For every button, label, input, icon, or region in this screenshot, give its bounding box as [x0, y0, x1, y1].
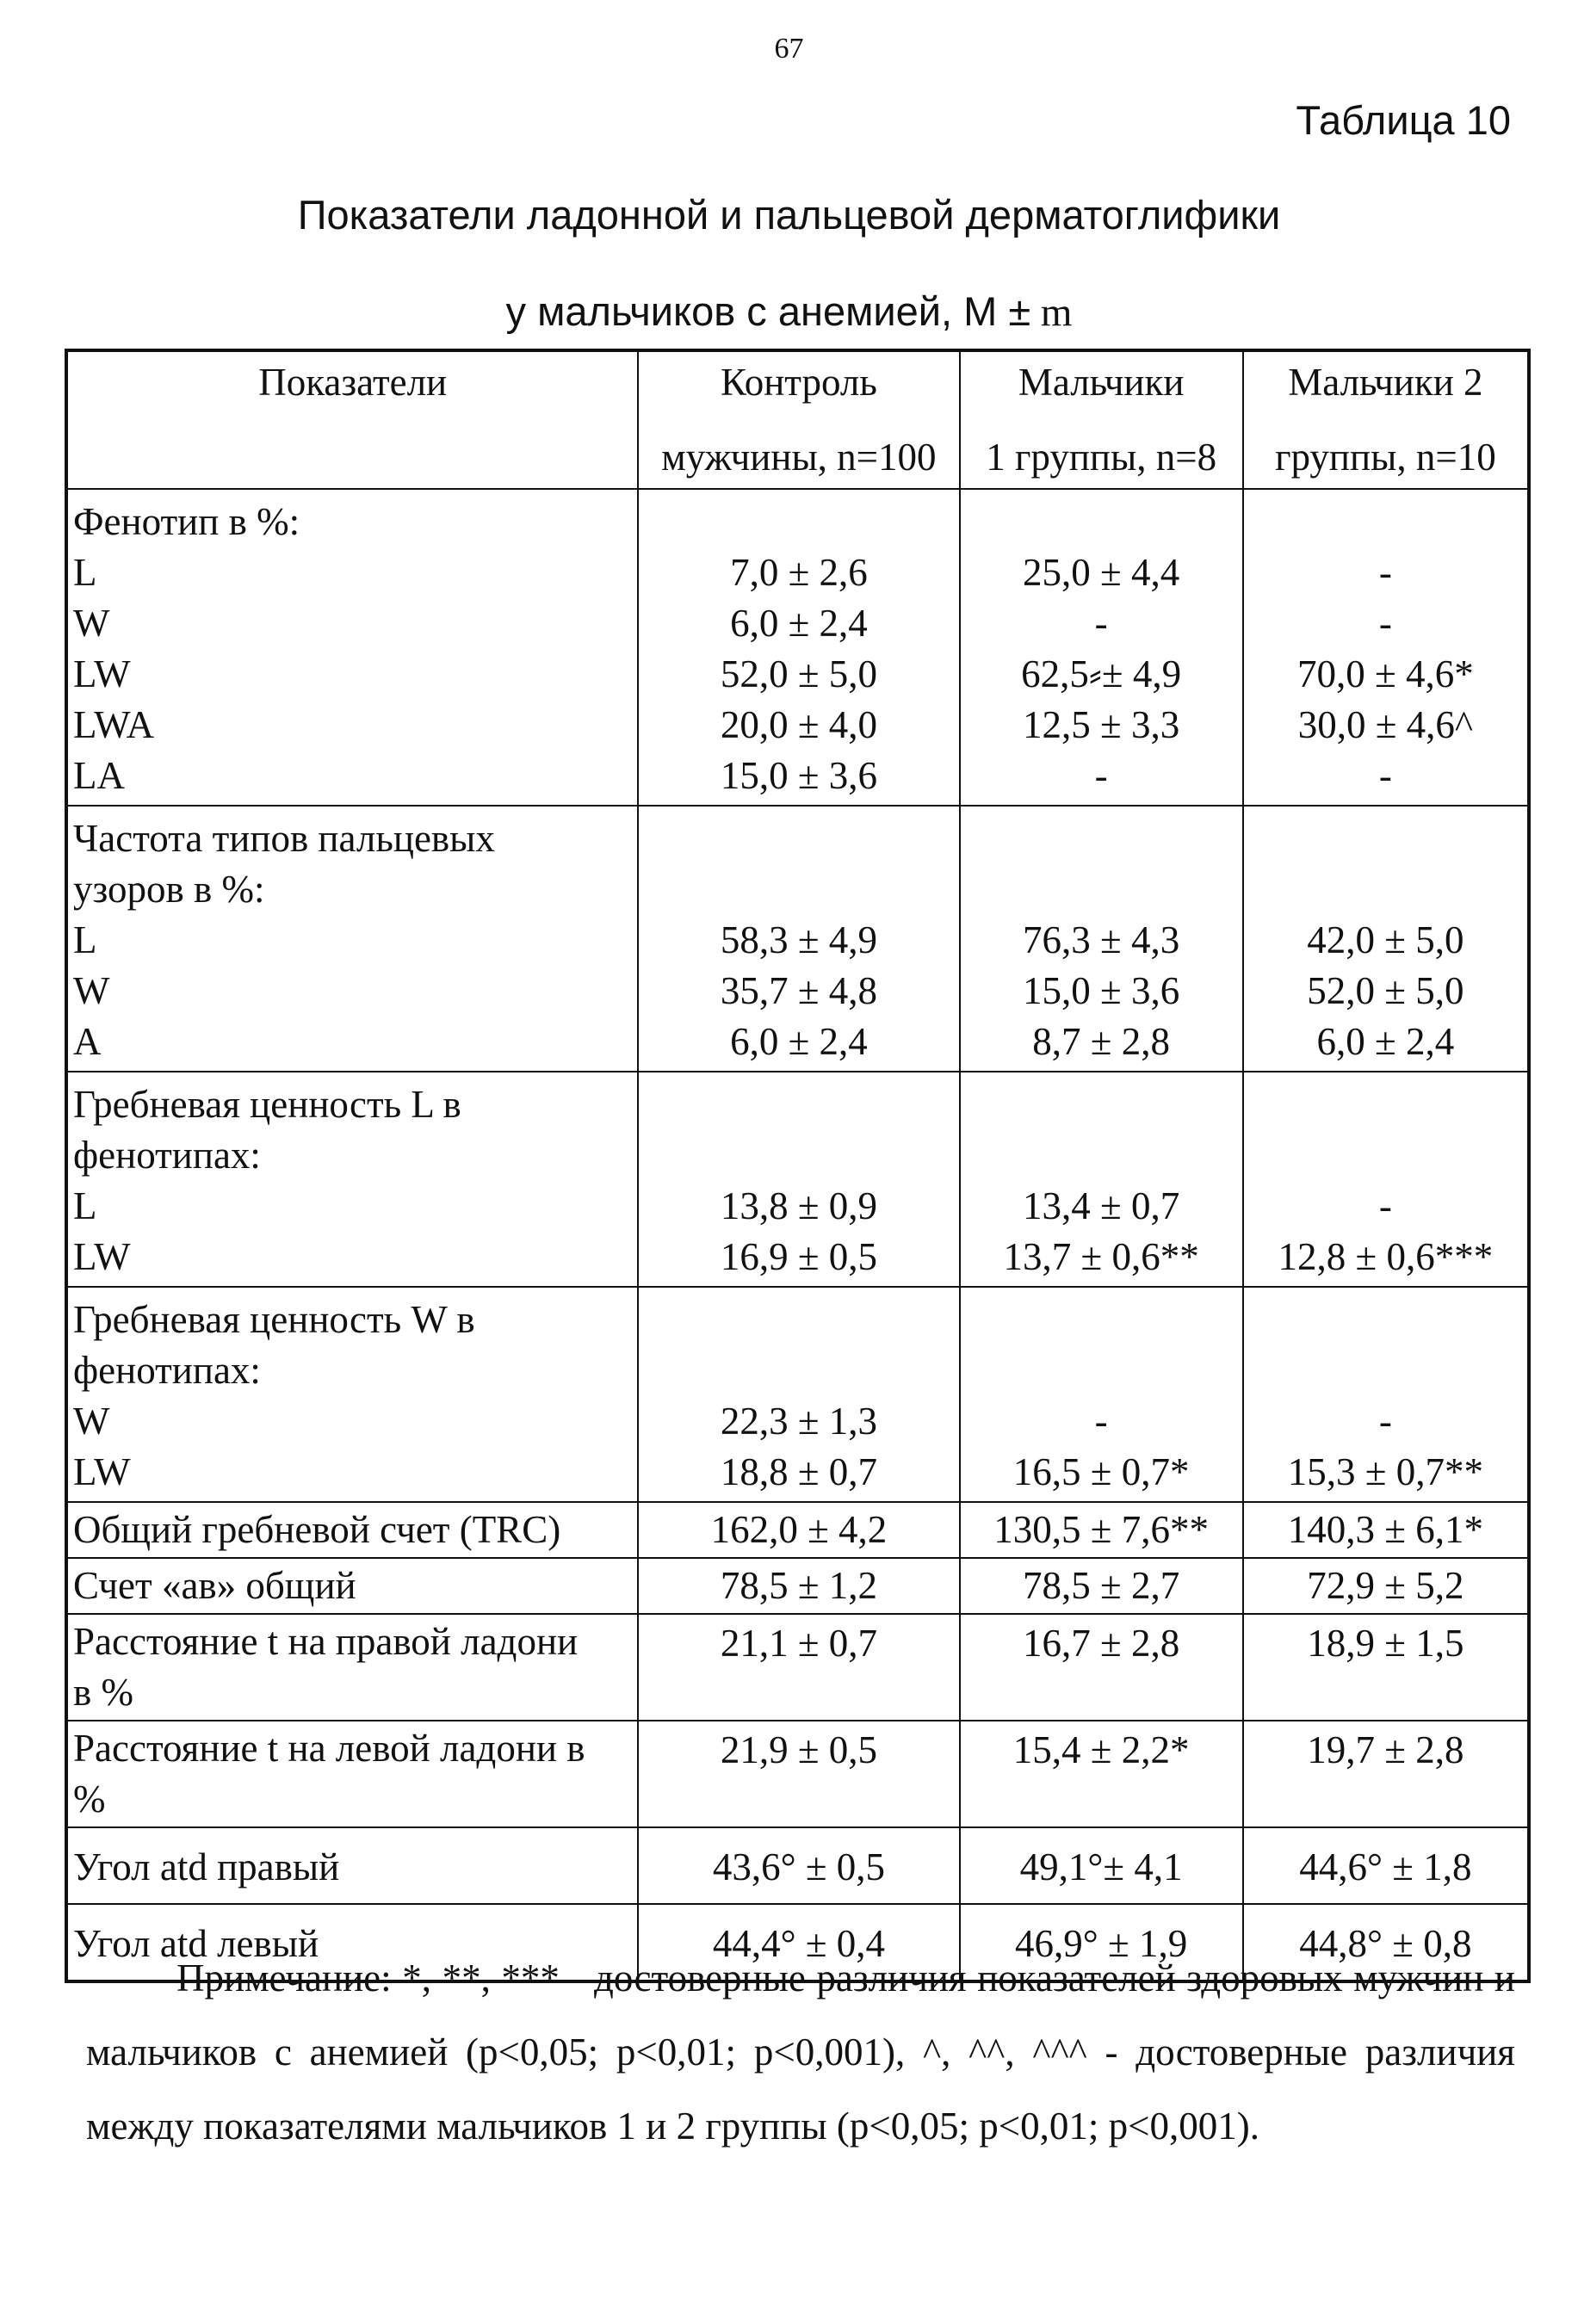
spacer-line [644, 864, 953, 915]
control-value: 20,0 ± 4,0 [720, 703, 878, 746]
group-label-cell [66, 1072, 638, 1287]
group2-value-cell [1243, 489, 1529, 806]
row-label: % [73, 1777, 106, 1820]
group1-value-cell [960, 1558, 1243, 1614]
spacer-line [644, 813, 953, 864]
spacer-line [1249, 813, 1522, 864]
group2-value: - [1378, 754, 1392, 797]
column-header-control [638, 350, 959, 489]
group2-value: 72,9 ± 5,2 [1307, 1564, 1464, 1607]
group-row [66, 806, 1529, 1072]
group1-value: 15,4 ± 2,2* [1012, 1728, 1190, 1771]
table-body [66, 489, 1529, 1981]
group2-value: 30,0 ± 4,6^ [1297, 703, 1474, 746]
group2-value: 6,0 ± 2,4 [1316, 1020, 1455, 1063]
group2-value: - [1378, 602, 1392, 645]
group1-value: 16,7 ± 2,8 [1023, 1622, 1180, 1665]
subtitle-main: у мальчиков с анемией, М ± [505, 288, 1031, 334]
spacer-line [644, 497, 953, 547]
column-header-line: Мальчики 2 [1288, 361, 1483, 404]
column-header-line: мужчины, n=100 [661, 436, 937, 479]
column-header-line: Мальчики [1018, 361, 1185, 404]
group-heading: Фенотип в %: [73, 500, 300, 543]
row-label-cell [66, 1614, 638, 1721]
spacer-line [1249, 1345, 1522, 1396]
column-header-indicators [66, 350, 638, 489]
group1-value: 130,5 ± 7,6** [993, 1508, 1209, 1551]
group2-value-cell [1243, 1827, 1529, 1904]
group2-value-cell [1243, 1502, 1529, 1558]
group-label-cell [66, 806, 638, 1072]
row-label: Угол atd левый [73, 1922, 319, 1965]
group2-value: 12,8 ± 0,6*** [1278, 1235, 1494, 1278]
control-value: 43,6° ± 0,5 [712, 1845, 886, 1888]
group2-value: 18,9 ± 1,5 [1307, 1622, 1464, 1665]
control-value: 52,0 ± 5,0 [720, 652, 878, 695]
group1-value-cell [960, 1072, 1243, 1287]
table-row [66, 1558, 1529, 1614]
group1-value: 12,5 ± 3,3 [1023, 703, 1180, 746]
group2-value: 70,0 ± 4,6* [1297, 652, 1474, 695]
control-value-cell [638, 1502, 959, 1558]
group1-value-cell [960, 1721, 1243, 1827]
control-value: 21,9 ± 0,5 [720, 1728, 878, 1771]
control-value: 21,1 ± 0,7 [720, 1622, 878, 1665]
group-heading: Частота типов пальцевых [73, 817, 495, 860]
spacer-line [1249, 1130, 1522, 1181]
control-value: 35,7 ± 4,8 [720, 969, 878, 1012]
control-value-cell [638, 806, 959, 1072]
control-value: 162,0 ± 4,2 [710, 1508, 888, 1551]
row-label: LW [73, 1450, 131, 1493]
page-number: 67 [774, 33, 804, 65]
column-header-line: 1 группы, n=8 [986, 436, 1217, 479]
column-header-group2 [1243, 350, 1529, 489]
group-heading: фенотипах: [73, 1134, 261, 1177]
control-value: 22,3 ± 1,3 [720, 1400, 878, 1443]
spacer-line [966, 813, 1237, 864]
group1-value: 25,0 ± 4,4 [1023, 551, 1180, 594]
row-label: A [73, 1020, 102, 1063]
row-label-cell [66, 1827, 638, 1904]
control-value: 18,8 ± 0,7 [720, 1450, 878, 1493]
row-label: LW [73, 652, 131, 695]
group1-value: 13,7 ± 0,6** [1003, 1235, 1199, 1278]
row-label: Расстояние t на левой ладони в [73, 1727, 585, 1770]
control-value-cell [638, 1072, 959, 1287]
spacer-line [644, 1079, 953, 1130]
group2-value-cell [1243, 1072, 1529, 1287]
dermatoglyphics-table [65, 349, 1531, 1983]
row-label: LW [73, 1235, 131, 1278]
column-header-line: Контроль [720, 361, 877, 404]
table-row [66, 1721, 1529, 1827]
spacer-line [1249, 1079, 1522, 1130]
group1-value: 13,4 ± 0,7 [1023, 1184, 1180, 1227]
control-value-cell [638, 1287, 959, 1502]
row-label: W [73, 602, 110, 645]
group2-value: - [1378, 1400, 1392, 1443]
row-label: W [73, 1400, 110, 1443]
row-label: L [73, 918, 97, 961]
group1-value: 15,0 ± 3,6 [1023, 969, 1180, 1012]
group2-value-cell [1243, 1558, 1529, 1614]
group1-value-cell [960, 806, 1243, 1072]
row-label: Расстояние t на правой ладони [73, 1620, 579, 1663]
group-label-cell [66, 1287, 638, 1502]
spacer-line [966, 497, 1237, 547]
group1-value: 78,5 ± 2,7 [1023, 1564, 1180, 1607]
spacer-line [966, 1130, 1237, 1181]
group2-value-cell [1243, 1721, 1529, 1827]
control-value-cell [638, 1721, 959, 1827]
group-row [66, 1072, 1529, 1287]
table-note [86, 1941, 1515, 2163]
table-subtitle [0, 287, 1578, 336]
spacer-line [966, 864, 1237, 915]
row-label: L [73, 1184, 97, 1227]
group1-value: 8,7 ± 2,8 [1032, 1020, 1170, 1063]
spacer-line [1249, 497, 1522, 547]
group1-value: - [1094, 1400, 1108, 1443]
row-label: Общий гребневой счет (TRC) [73, 1508, 561, 1551]
control-value-cell [638, 1558, 959, 1614]
group-heading: Гребневая ценность L в [73, 1083, 461, 1126]
row-label-cell [66, 1502, 638, 1558]
group2-value: 52,0 ± 5,0 [1307, 969, 1464, 1012]
group1-value-cell [960, 1287, 1243, 1502]
group-heading: фенотипах: [73, 1349, 261, 1392]
control-value: 16,9 ± 0,5 [720, 1235, 878, 1278]
group1-value-cell [960, 489, 1243, 806]
group2-value: 15,3 ± 0,7** [1287, 1450, 1483, 1493]
group1-value: 76,3 ± 4,3 [1023, 918, 1180, 961]
spacer-line [1249, 864, 1522, 915]
group2-value: 44,8° ± 0,8 [1299, 1922, 1472, 1965]
spacer-line [966, 1345, 1237, 1396]
group1-value-cell [960, 1614, 1243, 1721]
group1-value: - [1094, 602, 1108, 645]
group2-value: 19,7 ± 2,8 [1307, 1728, 1464, 1771]
row-label: Счет «ав» общий [73, 1564, 356, 1607]
group-row [66, 489, 1529, 806]
group-heading: Гребневая ценность W в [73, 1298, 475, 1341]
control-value: 78,5 ± 1,2 [720, 1564, 878, 1607]
group-heading: узоров в %: [73, 868, 265, 911]
group2-value: 44,6° ± 1,8 [1299, 1845, 1472, 1888]
group1-value: - [1094, 754, 1108, 797]
table-title: Показатели ладонной и пальцевой дерматоглифики [297, 192, 1281, 238]
table-label: Таблица 10 [1296, 97, 1511, 143]
spacer-line [644, 1345, 953, 1396]
spacer-line [644, 1295, 953, 1345]
row-label: Угол atd правый [73, 1845, 340, 1888]
spacer-line [966, 1295, 1237, 1345]
table-header-row [66, 350, 1529, 489]
group1-value: 16,5 ± 0,7* [1012, 1450, 1190, 1493]
column-header-line: группы, n=10 [1275, 436, 1496, 479]
group1-value: 62,5⸗± 4,9 [1021, 652, 1182, 695]
table-row [66, 1502, 1529, 1558]
group1-value-cell [960, 1502, 1243, 1558]
column-header-line: Показатели [258, 361, 448, 404]
group2-value-cell [1243, 1287, 1529, 1502]
row-label: LA [73, 754, 125, 797]
note-text: Примечание: *, **, *** - достоверные различия показателей здоровых мужчин и мальчиков с анемией (р<0,05; р<0,01; р<0,001), ^, ^^, ^^^ - достоверные различия между показателями мальчиков 1 и 2 группы (р<0,05; р<0,01; р<0,001). [86, 1956, 1515, 2148]
row-label: W [73, 969, 110, 1012]
row-label: LWA [73, 703, 155, 746]
control-value: 58,3 ± 4,9 [720, 918, 878, 961]
row-label-cell [66, 1558, 638, 1614]
control-value: 44,4° ± 0,4 [712, 1922, 886, 1965]
control-value-cell [638, 1827, 959, 1904]
group2-value: 42,0 ± 5,0 [1307, 918, 1464, 961]
group2-value: - [1378, 1184, 1392, 1227]
group1-value-cell [960, 1827, 1243, 1904]
group2-value-cell [1243, 806, 1529, 1072]
control-value: 7,0 ± 2,6 [730, 551, 868, 594]
table-row [66, 1614, 1529, 1721]
control-value-cell [638, 1614, 959, 1721]
spacer-line [644, 1130, 953, 1181]
control-value: 13,8 ± 0,9 [720, 1184, 878, 1227]
column-header-group1 [960, 350, 1243, 489]
group2-value: - [1378, 551, 1392, 594]
table-row [66, 1827, 1529, 1904]
row-label-cell [66, 1721, 638, 1827]
group1-value: 46,9° ± 1,9 [1015, 1922, 1188, 1965]
group2-value-cell [1243, 1614, 1529, 1721]
group1-value: 49,1°± 4,1 [1019, 1845, 1183, 1888]
control-value: 6,0 ± 2,4 [730, 602, 868, 645]
row-label: L [73, 551, 97, 594]
subtitle-tail: m [1030, 290, 1073, 335]
spacer-line [1249, 1295, 1522, 1345]
group2-value: 140,3 ± 6,1* [1287, 1508, 1483, 1551]
control-value: 15,0 ± 3,6 [720, 754, 878, 797]
control-value-cell [638, 489, 959, 806]
control-value: 6,0 ± 2,4 [730, 1020, 868, 1063]
spacer-line [966, 1079, 1237, 1130]
group-label-cell [66, 489, 638, 806]
group-row [66, 1287, 1529, 1502]
row-label: в % [73, 1671, 133, 1714]
